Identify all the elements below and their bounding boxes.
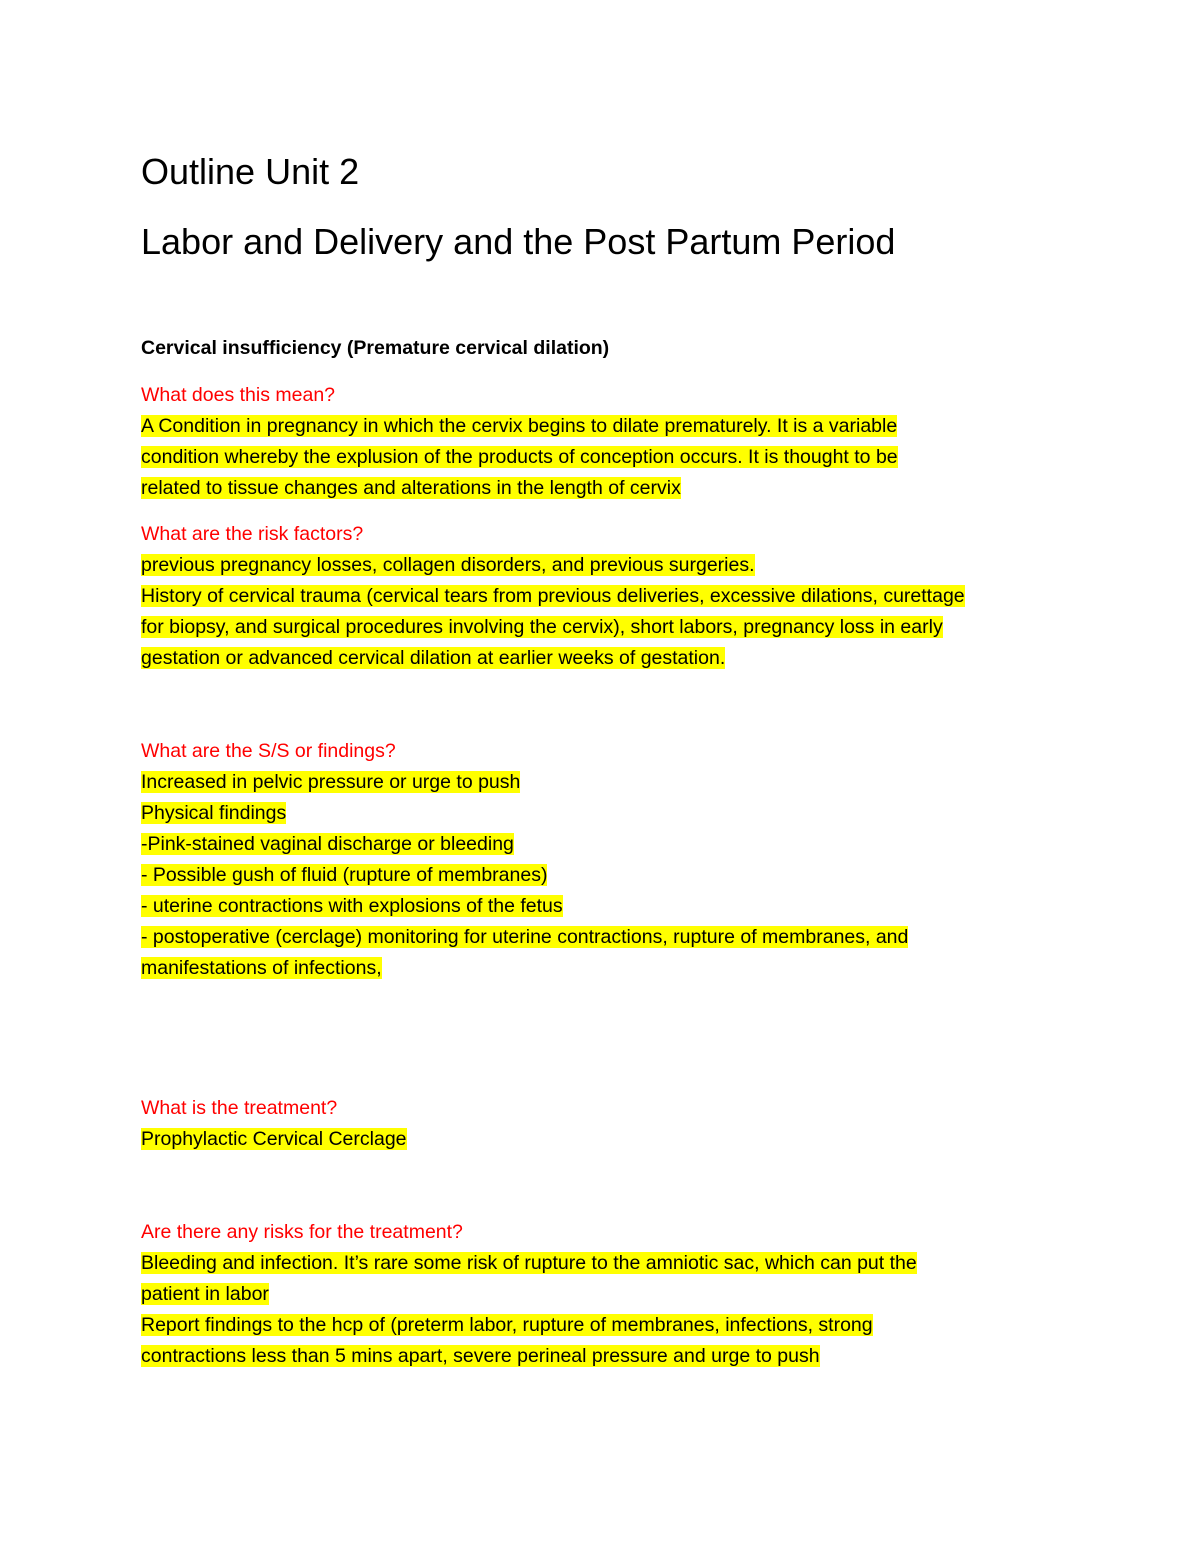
section-treatment — [141, 1093, 1081, 1155]
section-meaning — [141, 380, 1081, 504]
answer-line: Report findings to the hcp of (preterm labor, rupture of membranes, infections, strong — [141, 1314, 873, 1336]
topic-heading: Cervical insufficiency (Premature cervical dilation) — [141, 337, 610, 359]
answer-line: Increased in pelvic pressure or urge to push — [141, 771, 521, 793]
answer-line: condition whereby the explusion of the products of conception occurs. It is thought to be — [141, 446, 898, 468]
answer-line: gestation or advanced cervical dilation at earlier weeks of gestation. — [141, 647, 726, 669]
answer-line: - uterine contractions with explosions of the fetus — [141, 895, 563, 917]
document-title: Outline Unit 2 — [141, 151, 360, 192]
document-subtitle: Labor and Delivery and the Post Partum Period — [141, 221, 896, 262]
answer-line: Prophylactic Cervical Cerclage — [141, 1128, 407, 1150]
answer-line: manifestations of infections, — [141, 957, 382, 979]
answer-line: Bleeding and infection. It’s rare some risk of rupture to the amniotic sac, which can put the — [141, 1252, 917, 1274]
answer-line: Physical findings — [141, 802, 287, 824]
section-risk-factors — [141, 519, 1081, 674]
question-findings: What are the S/S or findings? — [141, 740, 396, 762]
question-treatment: What is the treatment? — [141, 1097, 338, 1119]
answer-line: contractions less than 5 mins apart, severe perineal pressure and urge to push — [141, 1345, 820, 1367]
answer-line: previous pregnancy losses, collagen disorders, and previous surgeries. — [141, 554, 755, 576]
answer-line: patient in labor — [141, 1283, 269, 1305]
question-treatment-risks: Are there any risks for the treatment? — [141, 1221, 463, 1243]
answer-line: A Condition in pregnancy in which the cervix begins to dilate prematurely. It is a variable — [141, 415, 898, 437]
answer-line: History of cervical trauma (cervical tears from previous deliveries, excessive dilations, curettage — [141, 585, 965, 607]
question-meaning: What does this mean? — [141, 384, 336, 406]
section-treatment-risks — [141, 1217, 1081, 1372]
answer-line: for biopsy, and surgical procedures involving the cervix), short labors, pregnancy loss in early — [141, 616, 943, 638]
answer-line: related to tissue changes and alterations in the length of cervix — [141, 477, 681, 499]
answer-line: - postoperative (cerclage) monitoring for uterine contractions, rupture of membranes, and — [141, 926, 909, 948]
section-findings — [141, 736, 1081, 984]
question-risk-factors: What are the risk factors? — [141, 523, 364, 545]
answer-line: -Pink-stained vaginal discharge or bleeding — [141, 833, 514, 855]
answer-line: - Possible gush of fluid (rupture of membranes) — [141, 864, 548, 886]
